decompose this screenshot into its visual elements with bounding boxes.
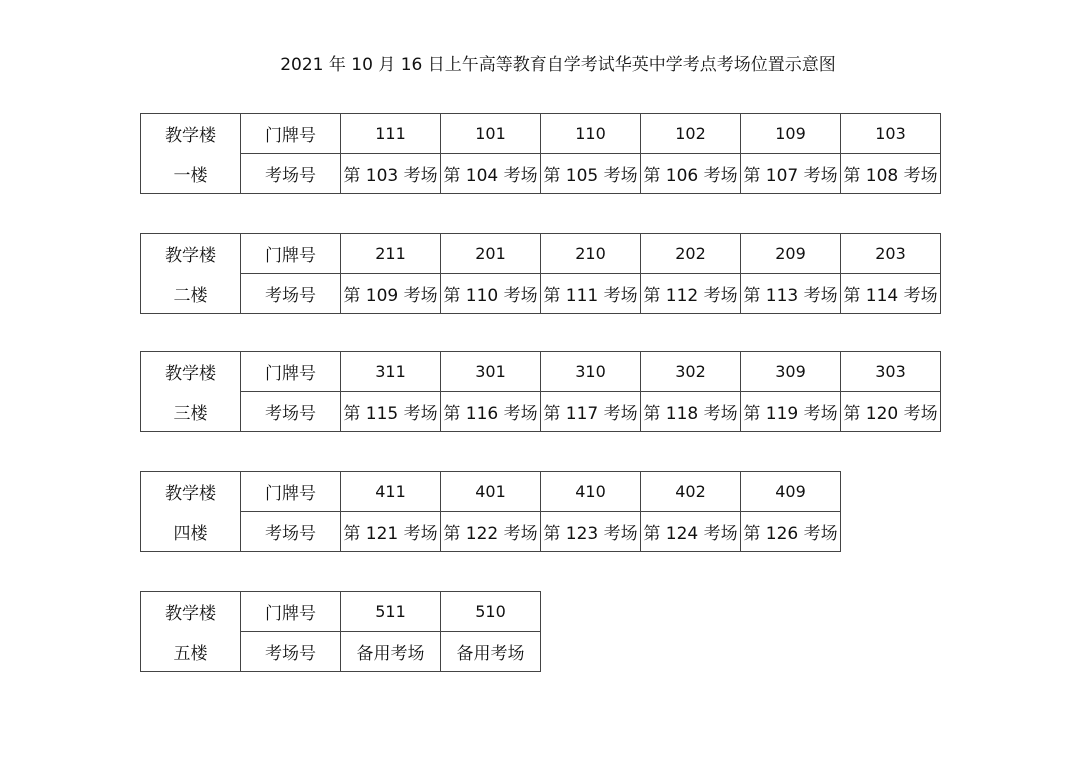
door-number-cell: 310 [541,352,641,392]
exam-room-header: 考场号 [241,392,341,432]
door-number-cell: 301 [441,352,541,392]
exam-room-header: 考场号 [241,632,341,672]
page-title: 2021 年 10 月 16 日上午高等教育自学考试华英中学考点考场位置示意图 [280,55,836,75]
floor-table-4 [140,471,841,552]
exam-room-row [141,512,841,552]
floor-table-1 [140,113,941,194]
floor-label: 五楼 [141,632,241,672]
door-number-cell: 209 [741,234,841,274]
exam-room-cell: 第 107 考场 [741,154,841,194]
door-number-cell: 109 [741,114,841,154]
exam-room-cell: 第 124 考场 [641,512,741,552]
door-number-header: 门牌号 [241,592,341,632]
door-number-cell: 410 [541,472,641,512]
exam-room-cell: 第 112 考场 [641,274,741,314]
building-label: 教学楼 [141,472,241,512]
exam-room-cell: 第 122 考场 [441,512,541,552]
door-number-row [141,234,941,274]
door-number-cell: 411 [341,472,441,512]
door-number-cell: 211 [341,234,441,274]
floor-table-2 [140,233,941,314]
door-number-cell: 511 [341,592,441,632]
door-number-cell: 309 [741,352,841,392]
exam-room-cell: 第 109 考场 [341,274,441,314]
exam-room-cell: 第 106 考场 [641,154,741,194]
exam-room-cell: 第 115 考场 [341,392,441,432]
exam-room-cell: 第 121 考场 [341,512,441,552]
door-number-cell: 101 [441,114,541,154]
exam-room-cell: 第 113 考场 [741,274,841,314]
door-number-cell: 202 [641,234,741,274]
exam-room-cell: 第 104 考场 [441,154,541,194]
floor-label: 四楼 [141,512,241,552]
exam-room-cell: 第 114 考场 [841,274,941,314]
exam-room-header: 考场号 [241,512,341,552]
exam-room-cell: 备用考场 [441,632,541,672]
exam-room-cell: 第 118 考场 [641,392,741,432]
exam-room-cell: 第 111 考场 [541,274,641,314]
building-label: 教学楼 [141,234,241,274]
door-number-header: 门牌号 [241,234,341,274]
door-number-cell: 103 [841,114,941,154]
door-number-cell: 203 [841,234,941,274]
exam-room-header: 考场号 [241,274,341,314]
door-number-cell: 510 [441,592,541,632]
building-label: 教学楼 [141,592,241,632]
door-number-cell: 402 [641,472,741,512]
exam-room-cell: 第 116 考场 [441,392,541,432]
exam-room-cell: 备用考场 [341,632,441,672]
door-number-cell: 201 [441,234,541,274]
floor-table-3 [140,351,941,432]
building-label: 教学楼 [141,352,241,392]
door-number-row [141,592,541,632]
exam-room-cell: 第 103 考场 [341,154,441,194]
door-number-cell: 303 [841,352,941,392]
exam-room-cell: 第 119 考场 [741,392,841,432]
exam-room-row [141,392,941,432]
exam-room-row [141,154,941,194]
door-number-row [141,352,941,392]
door-number-row [141,114,941,154]
floor-label: 二楼 [141,274,241,314]
door-number-cell: 102 [641,114,741,154]
exam-room-cell: 第 123 考场 [541,512,641,552]
door-number-cell: 210 [541,234,641,274]
door-number-cell: 302 [641,352,741,392]
floor-table-5 [140,591,541,672]
door-number-row [141,472,841,512]
exam-room-cell: 第 108 考场 [841,154,941,194]
floor-label: 一楼 [141,154,241,194]
door-number-header: 门牌号 [241,114,341,154]
exam-room-row [141,274,941,314]
exam-room-cell: 第 105 考场 [541,154,641,194]
door-number-cell: 110 [541,114,641,154]
door-number-header: 门牌号 [241,472,341,512]
building-label: 教学楼 [141,114,241,154]
door-number-cell: 409 [741,472,841,512]
exam-room-header: 考场号 [241,154,341,194]
exam-room-cell: 第 120 考场 [841,392,941,432]
floor-label: 三楼 [141,392,241,432]
exam-room-row [141,632,541,672]
exam-room-cell: 第 126 考场 [741,512,841,552]
door-number-cell: 111 [341,114,441,154]
door-number-cell: 311 [341,352,441,392]
door-number-header: 门牌号 [241,352,341,392]
exam-room-cell: 第 110 考场 [441,274,541,314]
door-number-cell: 401 [441,472,541,512]
exam-room-cell: 第 117 考场 [541,392,641,432]
